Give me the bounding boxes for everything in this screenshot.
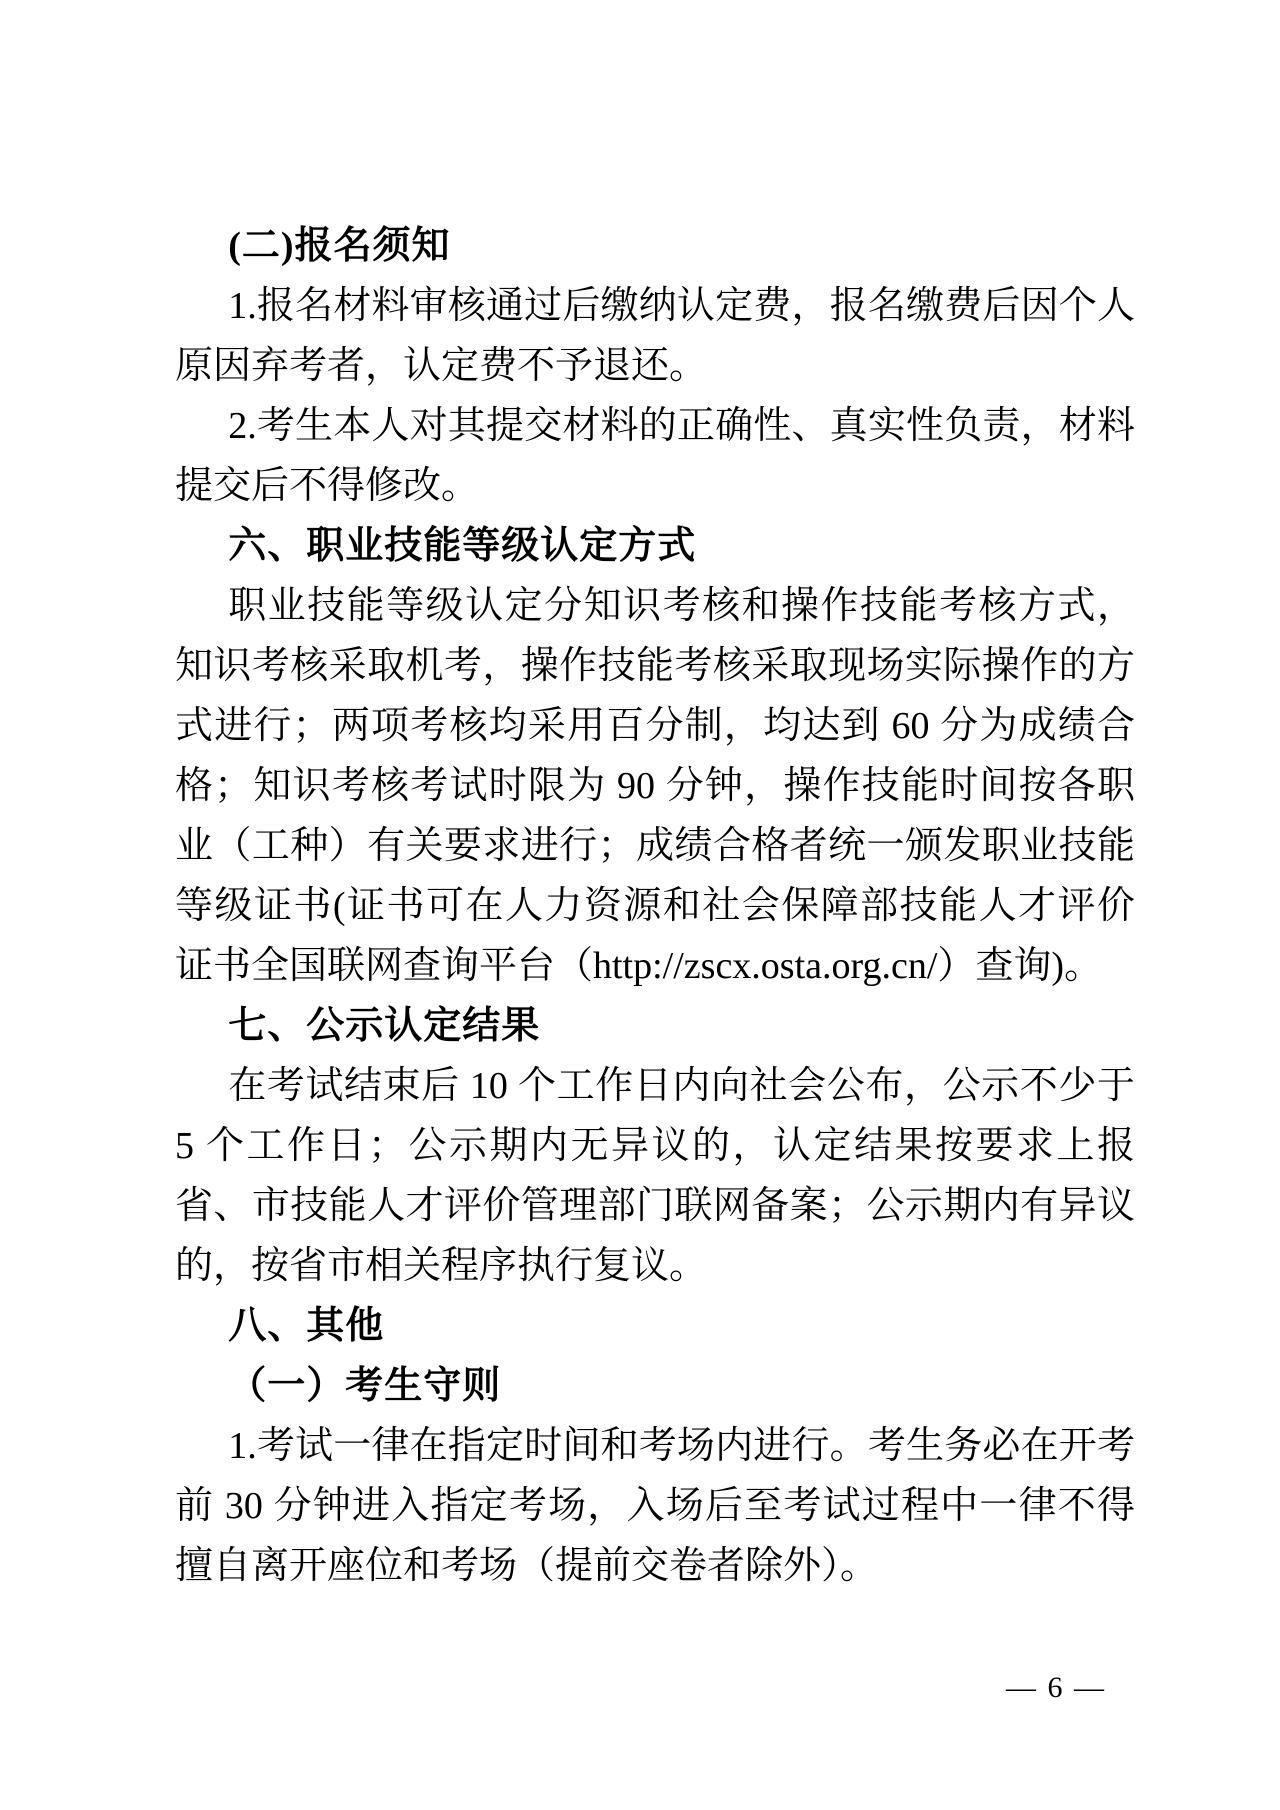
paragraph-exam-attendance-rules: 1.考试一律在指定时间和考场内进行。考生务必在开考前 30 分钟进入指定考场，入场后至考试过程中一律不得擅自离开座位和考场（提前交卷者除外）。: [175, 1425, 1135, 1587]
paragraph-assessment-method-details: 职业技能等级认定分知识考核和操作技能考核方式，知识考核采取机考，操作技能考核采取现场实际操作的方式进行；两项考核均采用百分制，均达到 60 分为成绩合格；知识考核考试时限为 90 分钟，操作技能时间按各职业（工种）有关要求进行；成绩合格者统一颁发职业技能等级证书(证书可在人力资源和社会保障部技能人才评价证书全国联网查询平台（http://zscx.osta.org.cn/）查询)。: [175, 585, 1135, 987]
paragraph-publicity-period-details: 在考试结束后 10 个工作日内向社会公布，公示不少于 5 个工作日；公示期内无异议的，认定结果按要求上报省、市技能人才评价管理部门联网备案；公示期内有异议的，按省市相关程序执行复议。: [175, 1065, 1135, 1287]
sub-heading-examinee-rules: （一）考生守则: [228, 1365, 502, 1407]
paragraph-fee-no-refund: 1.报名材料审核通过后缴纳认定费，报名缴费后因个人原因弃考者，认定费不予退还。: [175, 285, 1135, 387]
document-body: [175, 216, 1135, 1596]
sub-heading-registration-notes: (二)报名须知: [228, 225, 451, 267]
paragraph-material-responsibility: 2.考生本人对其提交材料的正确性、真实性负责，材料提交后不得修改。: [175, 405, 1135, 507]
heading-section-8-others: 八、其他: [228, 1305, 385, 1347]
heading-section-6-assessment-method: 六、职业技能等级认定方式: [228, 525, 697, 567]
heading-section-7-publicize-results: 七、公示认定结果: [228, 1005, 541, 1047]
page-number: — 6 —: [1006, 1671, 1106, 1704]
